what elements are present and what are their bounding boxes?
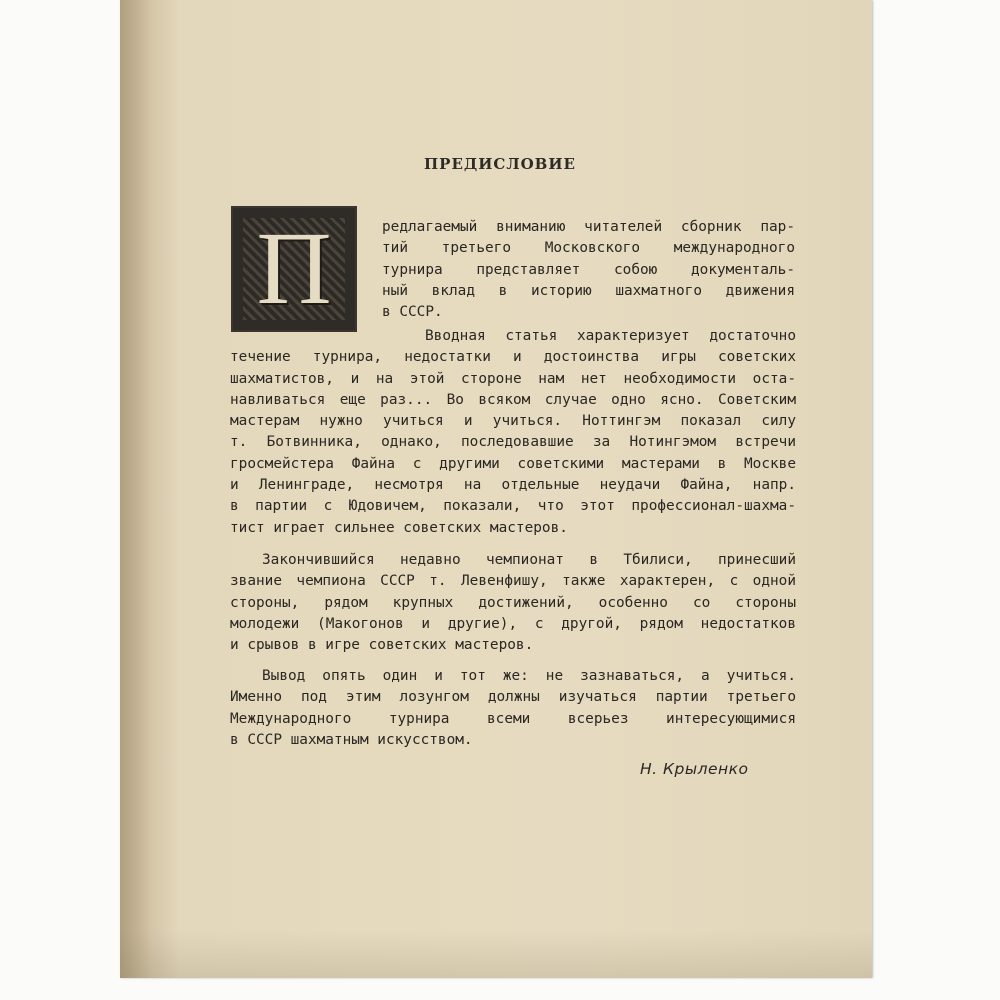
text-line: Вводная статья характеризует достаточно — [425, 328, 796, 344]
text-line: течение турнира, недостатки и достоинства игры советских — [230, 349, 796, 366]
text-line: стороны, рядом крупных достижений, особенно со стороны — [230, 594, 796, 611]
opening-paragraph — [382, 217, 795, 323]
author-signature: Н. Крыленко — [640, 760, 749, 778]
text-line: звание чемпиона СССР т. Левенфишу, также характерен, с одной — [230, 573, 796, 590]
paragraph-2 — [230, 550, 796, 656]
text-line: Именно под этим лозунгом должны изучаться партии третьего — [230, 689, 796, 706]
text-line: гросмейстера Файна с другими советскими мастерами в Москве — [230, 455, 796, 472]
text-line: тист играет сильнее советских мастеров. — [230, 519, 568, 536]
text-line: и Ленинграде, несмотря на отдельные неудачи Файна, напр. — [230, 477, 796, 494]
page-title: ПРЕДИСЛОВИЕ — [424, 155, 576, 173]
page-bottom-shadow — [120, 930, 872, 978]
text-line: в СССР. — [382, 304, 443, 321]
text-line: Закончившийся недавно чемпионат в Тбилиси, принесший — [262, 552, 796, 568]
paragraph-3 — [230, 666, 796, 751]
text-line: и срывов в игре советских мастеров. — [230, 637, 534, 654]
text-line: Вывод опять один и тот же: не зазнаваться, а учиться. — [262, 668, 796, 684]
text-line: молодежи (Макогонов и другие), с другой, рядом недостатков — [230, 615, 796, 632]
text-line: в партии с Юдовичем, показали, что этот профессионал-шахма- — [230, 498, 796, 515]
text-line: т. Ботвинника, однако, последовавшие за Нотингэмом встречи — [230, 434, 796, 451]
text-line: навливаться еще раз... Во всяком случае одно ясно. Советским — [230, 391, 796, 408]
drop-cap-letter: П — [256, 211, 332, 326]
ornamental-drop-cap — [231, 206, 357, 332]
paragraph-1 — [230, 326, 796, 539]
text-line: редлагаемый вниманию читателей сборник пар- — [382, 219, 795, 235]
text-line: мастерам нужно учиться и учиться. Ноттингэм показал силу — [230, 413, 796, 430]
text-line: в СССР шахматным искусством. — [230, 731, 473, 748]
text-line: турнира представляет собою документаль- — [382, 261, 795, 278]
text-line: тий третьего Московского международного — [382, 240, 795, 257]
text-line: Международного турнира всеми всерьез интересующимися — [230, 710, 796, 727]
text-line: ный вклад в историю шахматного движения — [382, 282, 795, 299]
text-line: шахматистов, и на этой стороне нам нет необходимости оста- — [230, 370, 796, 387]
page-gutter-shadow — [120, 0, 180, 978]
